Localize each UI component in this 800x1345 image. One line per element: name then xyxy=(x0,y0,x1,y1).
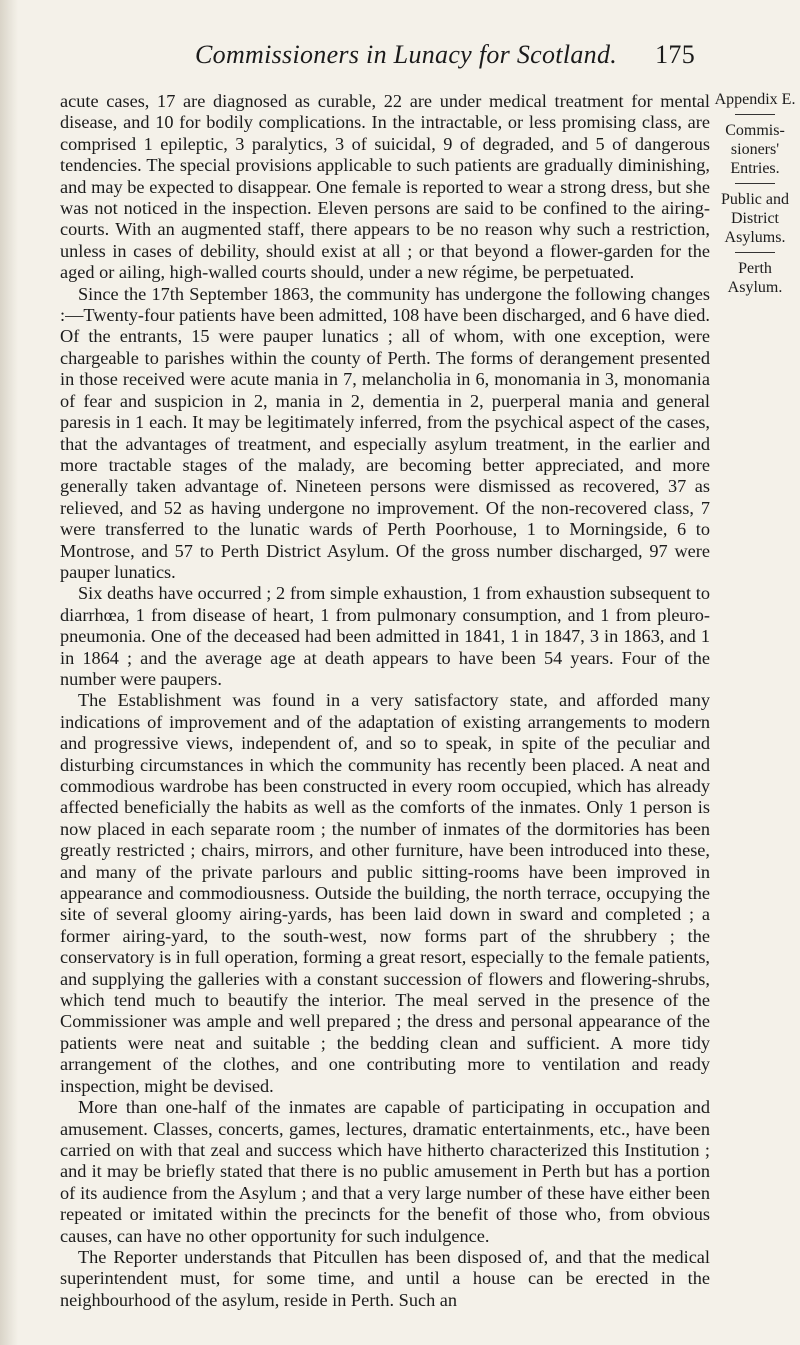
page-number: 175 xyxy=(655,40,695,69)
paragraph-4: The Establishment was found in a very satisfactory state, and afforded many indications of improvement and of the adaptation of existing arrangements to modern and progressive views, independent of, and so to speak, in spite of the peculiar and disturbing circumstances in which the community has recently been placed. A neat and commodious wardrobe has been constructed in every room occupied, which has already affected beneficially the habits as well as the comforts of the inmates. Only 1 person is now placed in each separate room ; the number of inmates of the dormitories has been greatly restricted ; chairs, mirrors, and other furniture, have been introduced into these, and many of the private parlours and public sitting-rooms have been improved in appearance and commodiousness. Outside the building, the north terrace, occupying the site of several gloomy airing-yards, has been laid down in sward and completed ; a former airing-yard, to the south-west, now forms part of the shrubbery ; the conservatory is in full operation, forming a great resort, especially to the female patients, and supplying the galleries with a constant succession of flowers and flowering-shrubs, which tend much to beautify the interior. The meal served in the presence of the Commissioner was ample and well prepared ; the dress and personal appearance of the patients were neat and suitable ; the bedding clean and sufficient. A more tidy arrangement of the clothes, and one contributing more to ventilation and ready inspection, might be devised. xyxy=(60,690,710,1096)
margin-rule xyxy=(735,252,775,253)
running-title: Commissioners in Lunacy for Scotland. xyxy=(195,40,618,69)
margin-note-appendix: Appendix E. xyxy=(714,91,796,108)
margin-rule xyxy=(735,183,775,184)
paragraph-1: acute cases, 17 are diagnosed as curable, 22 are under medical treatment for mental disease, and 10 for bodily complications. In the intractable, or less promising class, are comprised 1 epileptic, 3 paralytics, 3 of suicidal, 9 of degraded, and 5 of dangerous tendencies. The special provisions applicable to such patients are gradually diminishing, and may be expected to disappear. One female is reported to wear a strong dress, but she was not noticed in the inspection. Eleven persons are said to be confined to the airing-courts. With an augmented staff, there appears to be no reason why such a restriction, unless in cases of debility, should exist at all ; or that beyond a flower-garden for the aged or ailing, high-walled courts should, under a new régime, be perpetuated. xyxy=(60,91,710,283)
paragraph-5: More than one-half of the inmates are capable of participating in occupation and amusement. Classes, concerts, games, lectures, dramatic entertainments, etc., have been carried on with that zeal and success which have hitherto characterized this Institution ; and it may be briefly stated that there is no public amusement in Perth but has a portion of its audience from the Asylum ; and that a very large number of these have either been repeated or imitated within the precincts for the benefit of those who, from obvious causes, can have no other opportunity for such indulgence. xyxy=(60,1097,710,1246)
margin-note-section: Commis- sioners' Entries. xyxy=(725,122,785,177)
paragraph-3: Six deaths have occurred ; 2 from simple exhaustion, 1 from exhaustion subsequent to diarrhœa, 1 from disease of heart, 1 from pulmonary consumption, and 1 from pleuro-pneumonia. One of the deceased had been admitted in 1841, 1 in 1847, 3 in 1863, and 1 in 1864 ; and the average age at death appears to have been 54 years. Four of the number were paupers. xyxy=(60,583,710,689)
main-text-column xyxy=(60,91,710,1311)
margin-notes xyxy=(712,90,798,297)
margin-note-asylum: Perth Asylum. xyxy=(727,260,783,296)
paragraph-2: Since the 17th September 1863, the community has undergone the following changes :—Twenty-four patients have been admitted, 108 have been discharged, and 6 have died. Of the entrants, 15 were pauper lunatics ; all of whom, with one exception, were chargeable to parishes within the county of Perth. The forms of derangement presented in those received were acute mania in 7, melancholia in 6, monomania in 3, monomania of fear and suspicion in 2, mania in 2, dementia in 2, puerperal mania and general paresis in 1 each. It may be legitimately inferred, from the psychical aspect of the cases, that the advantages of treatment, and especially asylum treatment, in the earlier and more tractable stages of the malady, are becoming better appreciated, and more generally taken advantage of. Nineteen persons were dismissed as recovered, 37 as relieved, and 52 as having undergone no improvement. Of the non-recovered class, 7 were transferred to the lunatic wards of Perth Poorhouse, 1 to Morningside, 6 to Montrose, and 57 to Perth District Asylum. Of the gross number discharged, 97 were pauper lunatics. xyxy=(60,283,710,582)
margin-rule xyxy=(735,114,775,115)
page-edge-shadow xyxy=(0,0,18,1345)
paragraph-6: The Reporter understands that Pitcullen has been disposed of, and that the medical superintendent must, for some time, and until a house can be erected in the neighbourhood of the asylum, reside in Perth. Such an xyxy=(60,1246,710,1310)
margin-note-subsection: Public and District Asylums. xyxy=(721,191,789,246)
page-header xyxy=(195,40,695,80)
